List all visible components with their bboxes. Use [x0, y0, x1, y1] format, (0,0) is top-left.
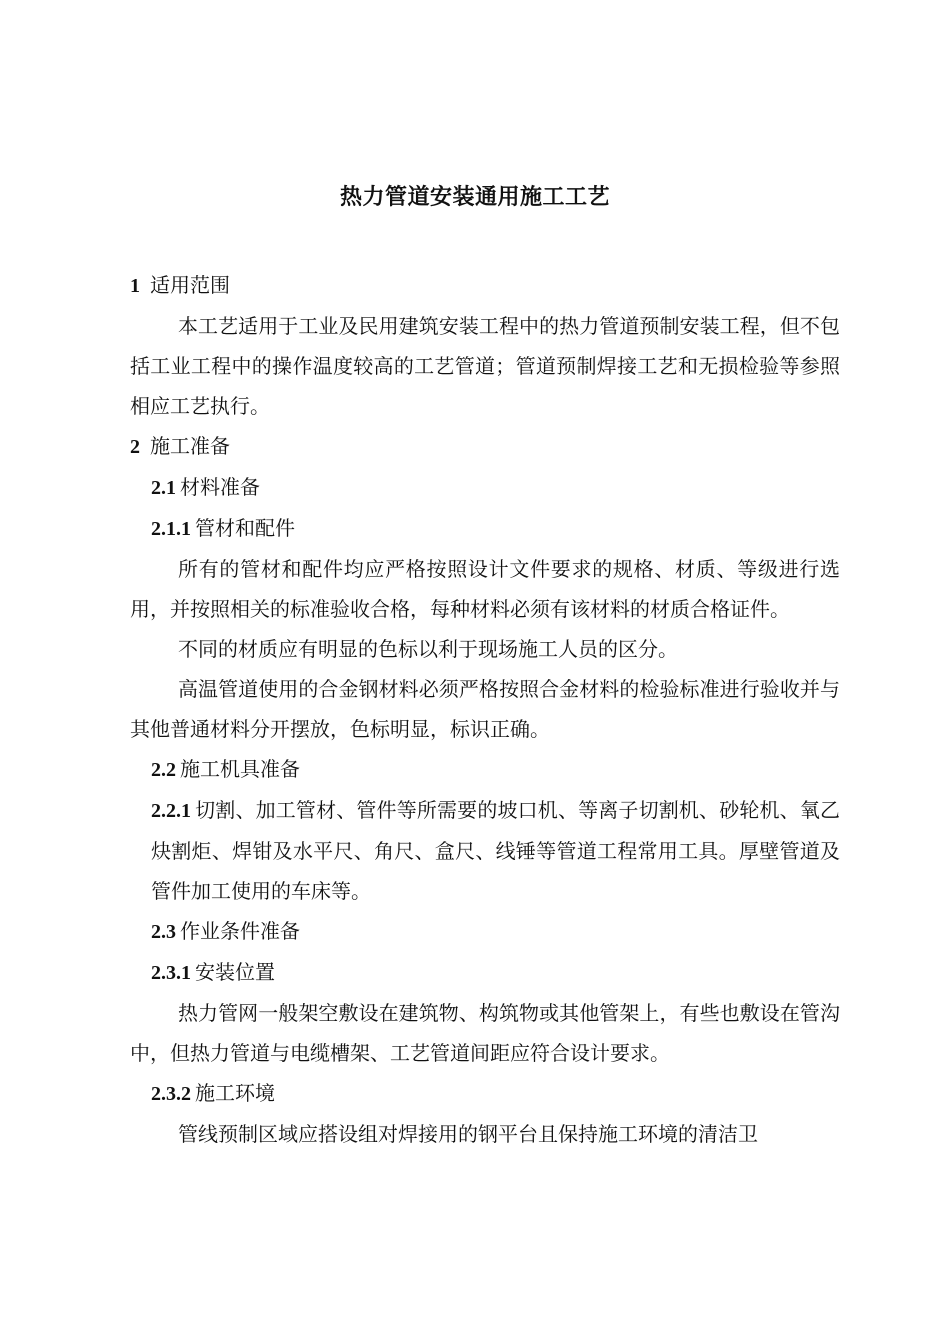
subsection-number: 2.2.1 [151, 800, 191, 822]
paragraph-work-environment: 管线预制区域应搭设组对焊接用的钢平台且保持施工环境的清洁卫 [178, 1122, 758, 1146]
document-body [130, 265, 840, 1154]
subsection-number: 2.2 [151, 759, 176, 781]
subsection-title: 管材和配件 [195, 516, 295, 540]
subsection-number: 2.3 [151, 921, 176, 943]
subsection-number: 2.1 [151, 477, 176, 499]
subsection-heading-2-1-1 [130, 508, 840, 549]
subsection-title: 施工环境 [195, 1081, 275, 1105]
subsection-heading-2-3-1 [130, 952, 840, 993]
subsection-title: 材料准备 [180, 475, 260, 499]
subsection-title: 安装位置 [195, 960, 275, 984]
subsection-title: 施工机具准备 [180, 757, 300, 781]
subsection-heading-2-2 [130, 749, 840, 790]
subsection-title: 作业条件准备 [180, 919, 300, 943]
paragraph-scope: 本工艺适用于工业及民用建筑安装工程中的热力管道预制安装工程，但不包括工业工程中的操作温度较高的工艺管道；管道预制焊接工艺和无损检验等参照相应工艺执行。 [130, 314, 840, 418]
subsection-text: 切割、加工管材、管件等所需要的坡口机、等离子切割机、砂轮机、氧乙炔割炬、焊钳及水平尺、角尺、盒尺、线锤等管道工程常用工具。厚壁管道及管件加工使用的车床等。 [151, 798, 840, 903]
subsection-heading-2-3-2 [130, 1073, 840, 1114]
paragraph-alloy-steel: 高温管道使用的合金钢材料必须严格按照合金材料的检验标准进行验收并与其他普通材料分开摆放，色标明显，标识正确。 [130, 677, 840, 741]
subsection-number: 2.3.1 [151, 962, 191, 984]
section-title: 施工准备 [150, 434, 230, 458]
paragraph-pipe-materials: 所有的管材和配件均应严格按照设计文件要求的规格、材质、等级进行选用，并按照相关的标准验收合格，每种材料必须有该材料的材质合格证件。 [130, 557, 840, 621]
paragraph-color-marking: 不同的材质应有明显的色标以利于现场施工人员的区分。 [178, 637, 678, 661]
section-heading-2 [130, 426, 840, 467]
section-number: 1 [130, 275, 140, 297]
subsection-heading-2-3 [130, 911, 840, 952]
section-title: 适用范围 [150, 273, 230, 297]
document-title: 热力管道安装通用施工工艺 [339, 185, 610, 210]
subsection-number: 2.3.2 [151, 1083, 191, 1105]
subsection-heading-2-1 [130, 467, 840, 508]
subsection-item-2-2-1 [130, 790, 840, 911]
section-number: 2 [130, 436, 140, 458]
paragraph-install-location: 热力管网一般架空敷设在建筑物、构筑物或其他管架上，有些也敷设在管沟中，但热力管道与电缆槽架、工艺管道间距应符合设计要求。 [130, 1001, 840, 1065]
subsection-number: 2.1.1 [151, 518, 191, 540]
section-heading-1 [130, 265, 840, 306]
